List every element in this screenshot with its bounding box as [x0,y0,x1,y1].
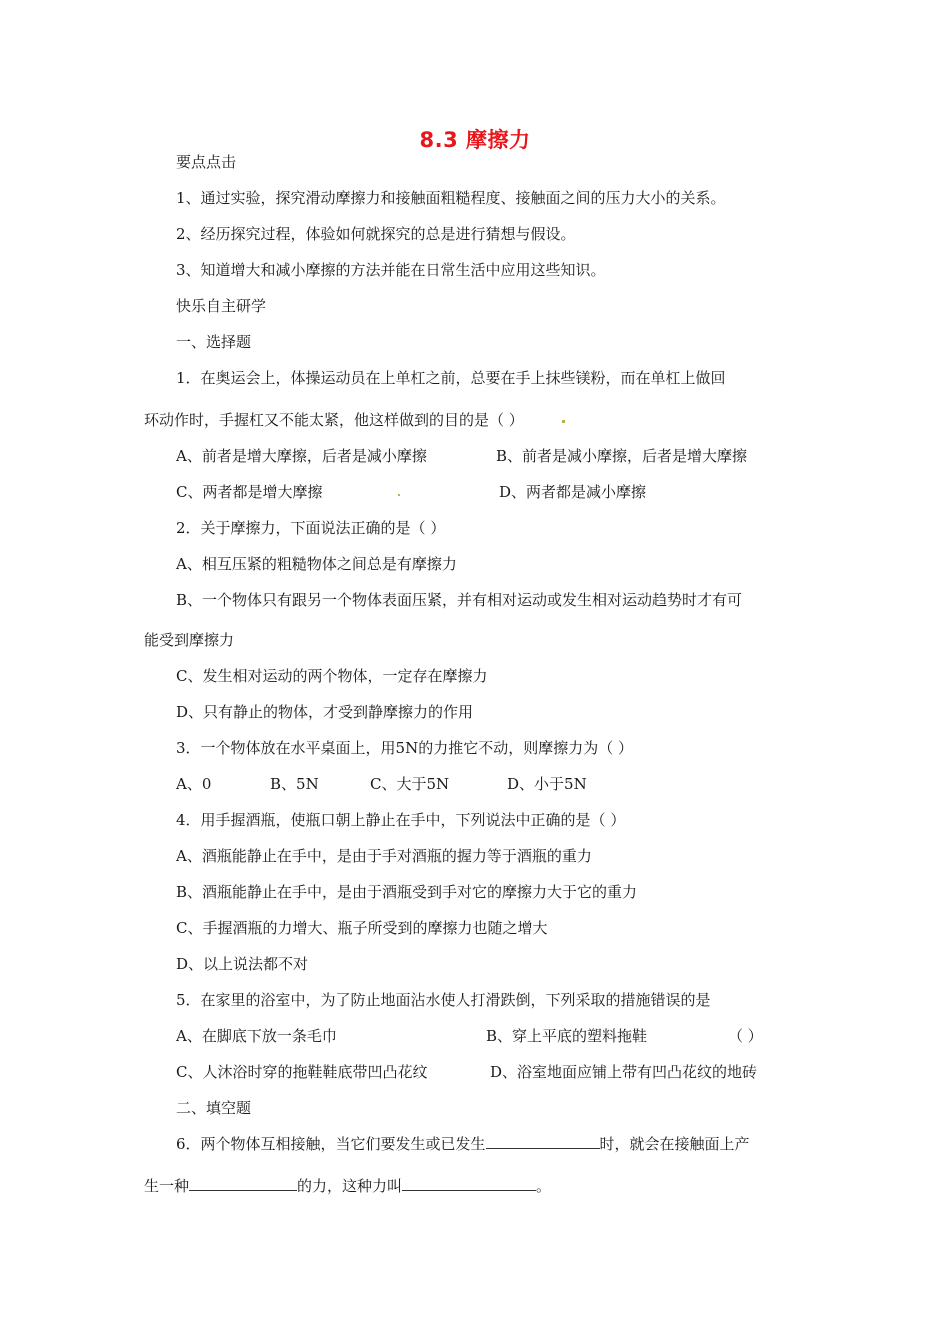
q2-option-b-line1: B、一个物体只有跟另一个物体表面压紧，并有相对运动或发生相对运动趋势时才有可 [176,591,743,609]
q2-option-c: C、发生相对运动的两个物体，一定存在摩擦力 [176,667,488,685]
q1-option-b: B、前者是减小摩擦，后者是增大摩擦 [496,447,748,465]
q5-option-c: C、人沐浴时穿的拖鞋鞋底带凹凸花纹 [176,1063,428,1081]
q1-option-a: A、前者是增大摩擦，后者是减小摩擦 [176,447,427,465]
q4-option-a: A、酒瓶能静止在手中，是由于手对酒瓶的握力等于酒瓶的重力 [176,847,592,865]
q1-option-c: C、两者都是增大摩擦 [176,483,323,501]
q2-option-a: A、相互压紧的粗糙物体之间总是有摩擦力 [176,555,457,573]
speck-mark [398,494,400,496]
q6-text-3: 生一种 [144,1177,190,1195]
objective-1: 1、通过实验，探究滑动摩擦力和接触面粗糙程度、接触面之间的压力大小的关系。 [176,189,726,207]
q3-option-d: D、小于5N [507,775,587,793]
objective-3: 3、知道增大和减小摩擦的方法并能在日常生活中应用这些知识。 [176,261,606,279]
q5-option-d: D、浴室地面应铺上带有凹凸花纹的地砖 [490,1063,758,1081]
q2-option-b-line2: 能受到摩擦力 [144,631,235,649]
q6-text-4: 的力，这种力叫 [297,1177,403,1195]
page-title: 8.3 摩擦力 [419,128,531,152]
q4-option-c: C、手握酒瓶的力增大、瓶子所受到的摩擦力也随之增大 [176,919,548,937]
q6-blank-3[interactable] [402,1176,536,1191]
q3-option-c: C、大于5N [370,775,450,793]
q2-option-d: D、只有静止的物体，才受到静摩擦力的作用 [176,703,474,721]
objective-2: 2、经历探究过程，体验如何就探究的总是进行猜想与假设。 [176,225,576,243]
section-fill: 二、填空题 [176,1099,252,1117]
q4-option-d: D、以上说法都不对 [176,955,309,973]
q3-option-a: A、0 [176,775,212,793]
q5-option-b: B、穿上平底的塑料拖鞋 [486,1027,648,1045]
q6-text-1: 6．两个物体互相接触，当它们要发生或已发生 [176,1135,486,1153]
speck-mark [562,420,565,423]
q1-stem-line2: 环动作时，手握杠又不能太紧，他这样做到的目的是（ ） [144,411,524,429]
q6-blank-1[interactable] [486,1134,600,1149]
q5-answer-paren: （ ） [728,1027,763,1045]
q5-option-a: A、在脚底下放一条毛巾 [176,1027,337,1045]
q6-text-2: 时，就会在接触面上产 [599,1135,750,1153]
q2-stem: 2．关于摩擦力，下面说法正确的是（ ） [176,519,446,537]
section-key-points: 要点点击 [176,153,237,171]
q6-text-5: 。 [536,1177,552,1195]
section-self-study: 快乐自主研学 [176,297,267,315]
q6-blank-2[interactable] [189,1176,297,1191]
q4-option-b: B、酒瓶能静止在手中，是由于酒瓶受到手对它的摩擦力大于它的重力 [176,883,638,901]
q5-stem: 5．在家里的浴室中，为了防止地面沾水使人打滑跌倒，下列采取的措施错误的是 [176,991,711,1009]
q1-option-d: D、两者都是减小摩擦 [499,483,647,501]
section-choice: 一、选择题 [176,333,252,351]
q1-stem-line1: 1．在奥运会上，体操运动员在上单杠之前，总要在手上抹些镁粉，而在单杠上做回 [176,369,726,387]
q6-line2 [144,1176,551,1196]
q6-line1 [176,1134,750,1154]
q4-stem: 4．用手握酒瓶，使瓶口朝上静止在手中，下列说法中正确的是（ ） [176,811,626,829]
q3-stem: 3．一个物体放在水平桌面上，用5N的力推它不动，则摩擦力为（ ） [176,739,633,757]
q3-option-b: B、5N [270,775,319,793]
